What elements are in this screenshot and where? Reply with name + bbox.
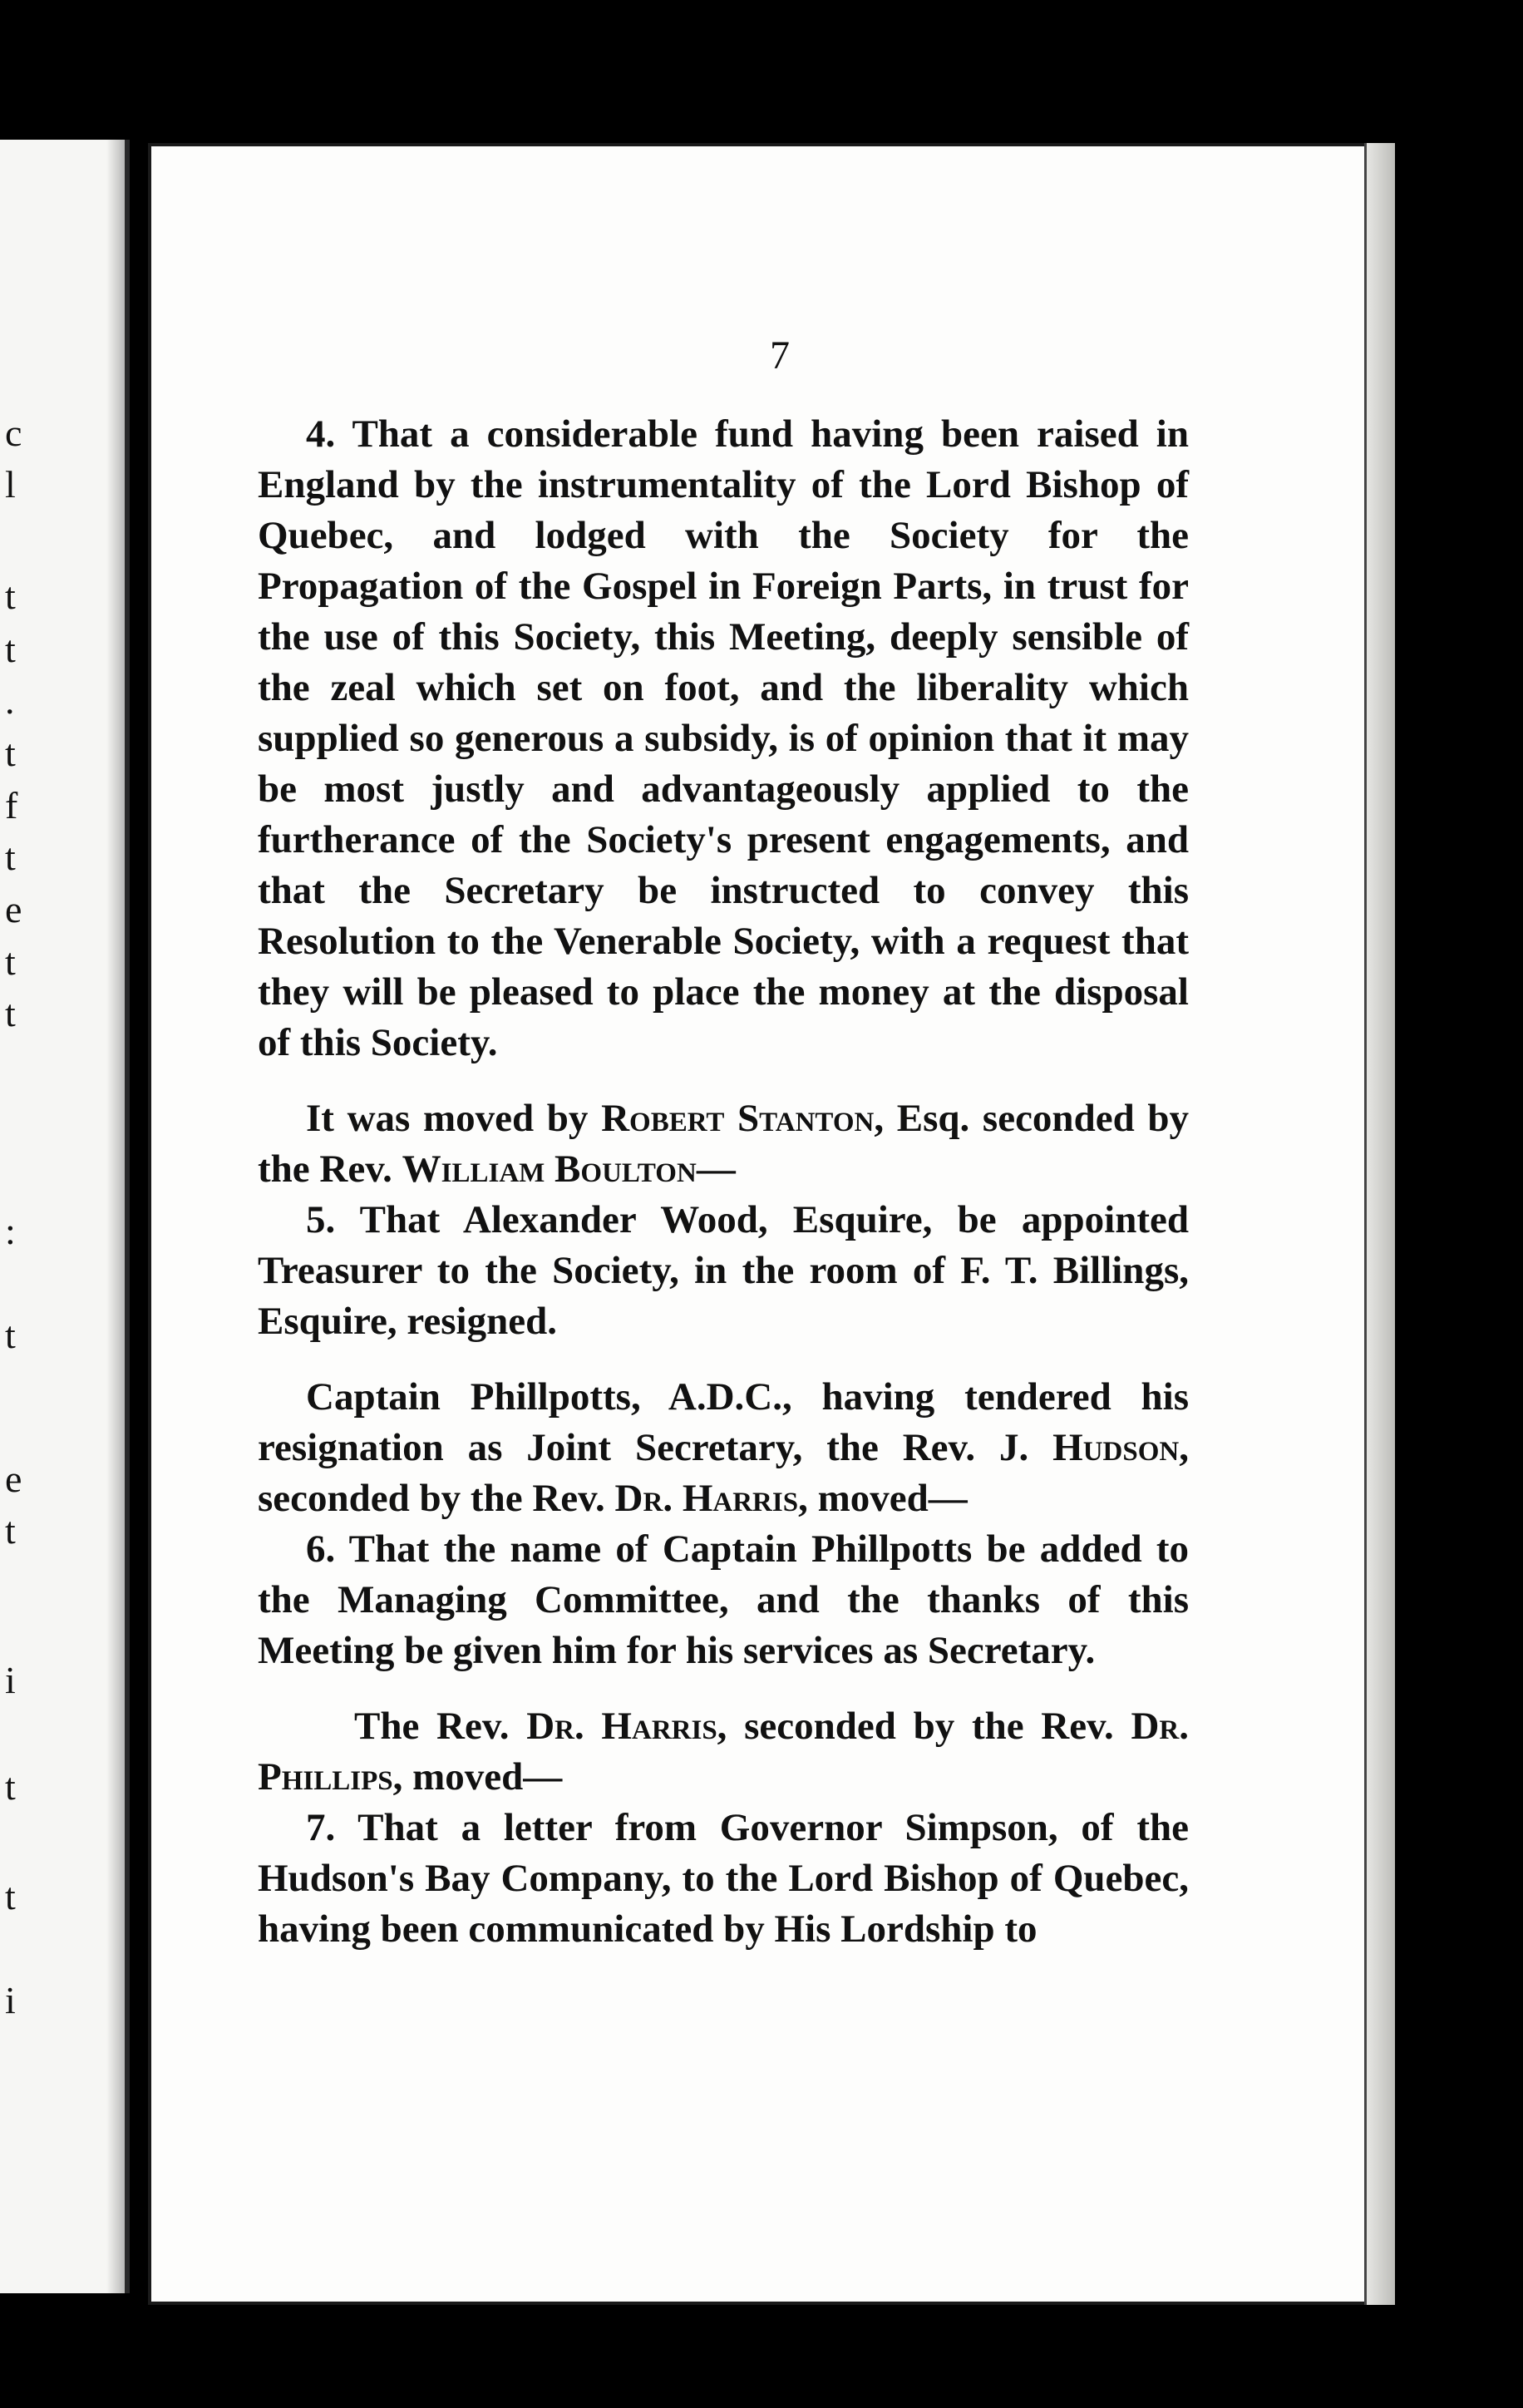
motion-text: — xyxy=(696,1147,736,1191)
edge-letter: t xyxy=(5,1875,16,1917)
edge-letter: e xyxy=(5,888,22,930)
edge-letter: t xyxy=(5,836,16,878)
edge-letter: l xyxy=(5,463,16,506)
motion-text: , moved— xyxy=(798,1477,968,1520)
mover-name: Hudson xyxy=(1052,1426,1180,1469)
edge-letter: i xyxy=(5,1659,16,1701)
paragraph-motion-5 xyxy=(258,1093,1189,1195)
edge-letter: t xyxy=(5,732,16,774)
edge-letter: f xyxy=(5,784,18,827)
paragraph-motion-7 xyxy=(258,1701,1189,1803)
motion-text: The Rev. xyxy=(354,1705,527,1748)
motion-text: Captain Phillpotts, A.D.C., having tendered his resignation as Joint Secretary, the Rev. J. xyxy=(258,1375,1189,1469)
paragraph-motion-6 xyxy=(258,1372,1189,1524)
gutter-shadow xyxy=(106,140,125,2293)
edge-letter: . xyxy=(5,679,15,722)
edge-letter: t xyxy=(5,575,16,617)
seconder-name: Dr. Harris xyxy=(614,1477,799,1520)
edge-letter: t xyxy=(5,1765,16,1808)
edge-letter: i xyxy=(5,1979,16,2021)
page-edge xyxy=(1364,143,1395,2305)
edge-letter: e xyxy=(5,1458,22,1500)
edge-letter: c xyxy=(5,412,22,454)
edge-letter: t xyxy=(5,940,16,983)
edge-letter: t xyxy=(5,628,16,670)
paragraph-resolution-4: 4. That a considerable fund having been raised in England by the instrumentality of the Lord Bishop of Quebec, and lodged with the Society for the Propagation of the Gospel in Foreign Parts, in trust for the use of this Society, this Meeting, deeply sensible of the zeal which set on foot, and the liberality which supplied so generous a subsidy, is of opinion that it may be most justly and advantageously applied to the furtherance of the Society's present engagements, and that the Secretary be instructed to convey this Resolution to the Venerable Society, with a request that they will be pleased to place the money at the disposal of this Society. xyxy=(258,412,1189,1064)
paragraph-resolution-6: 6. That the name of Captain Phillpotts be added to the Managing Committee, and the thanks of this Meeting be given him for his services as Secretary. xyxy=(258,1527,1189,1672)
page-body xyxy=(258,409,1189,1955)
left-facing-page xyxy=(0,140,130,2293)
paragraph-resolution-5: 5. That Alexander Wood, Esquire, be appointed Treasurer to the Society, in the room of F. T. Billings, Esquire, resigned. xyxy=(258,1198,1189,1343)
edge-letter: : xyxy=(5,1210,16,1252)
motion-text: , moved— xyxy=(392,1755,563,1799)
book-page xyxy=(148,143,1395,2305)
seconder-name: Dr. Phillips xyxy=(258,1705,1189,1799)
mover-name: Dr. Harris xyxy=(526,1705,717,1748)
paragraph-resolution-7: 7. That a letter from Governor Simpson, of the Hudson's Bay Company, to the Lord Bishop of Quebec, having been communicated by His Lordship to xyxy=(258,1806,1189,1951)
motion-text: , seconded by the Rev. xyxy=(717,1705,1131,1748)
page-number: 7 xyxy=(770,333,790,377)
edge-letter: t xyxy=(5,992,16,1034)
seconder-name: William Boulton xyxy=(402,1147,697,1191)
motion-text: It was moved by xyxy=(306,1097,602,1140)
edge-letter: t xyxy=(5,1509,16,1552)
edge-letter: t xyxy=(5,1314,16,1356)
motion-text: , Esq. seconded by the Rev. xyxy=(258,1097,1189,1191)
mover-name: Robert Stanton xyxy=(601,1097,875,1140)
motion-text: , seconded by the Rev. xyxy=(258,1426,1189,1520)
